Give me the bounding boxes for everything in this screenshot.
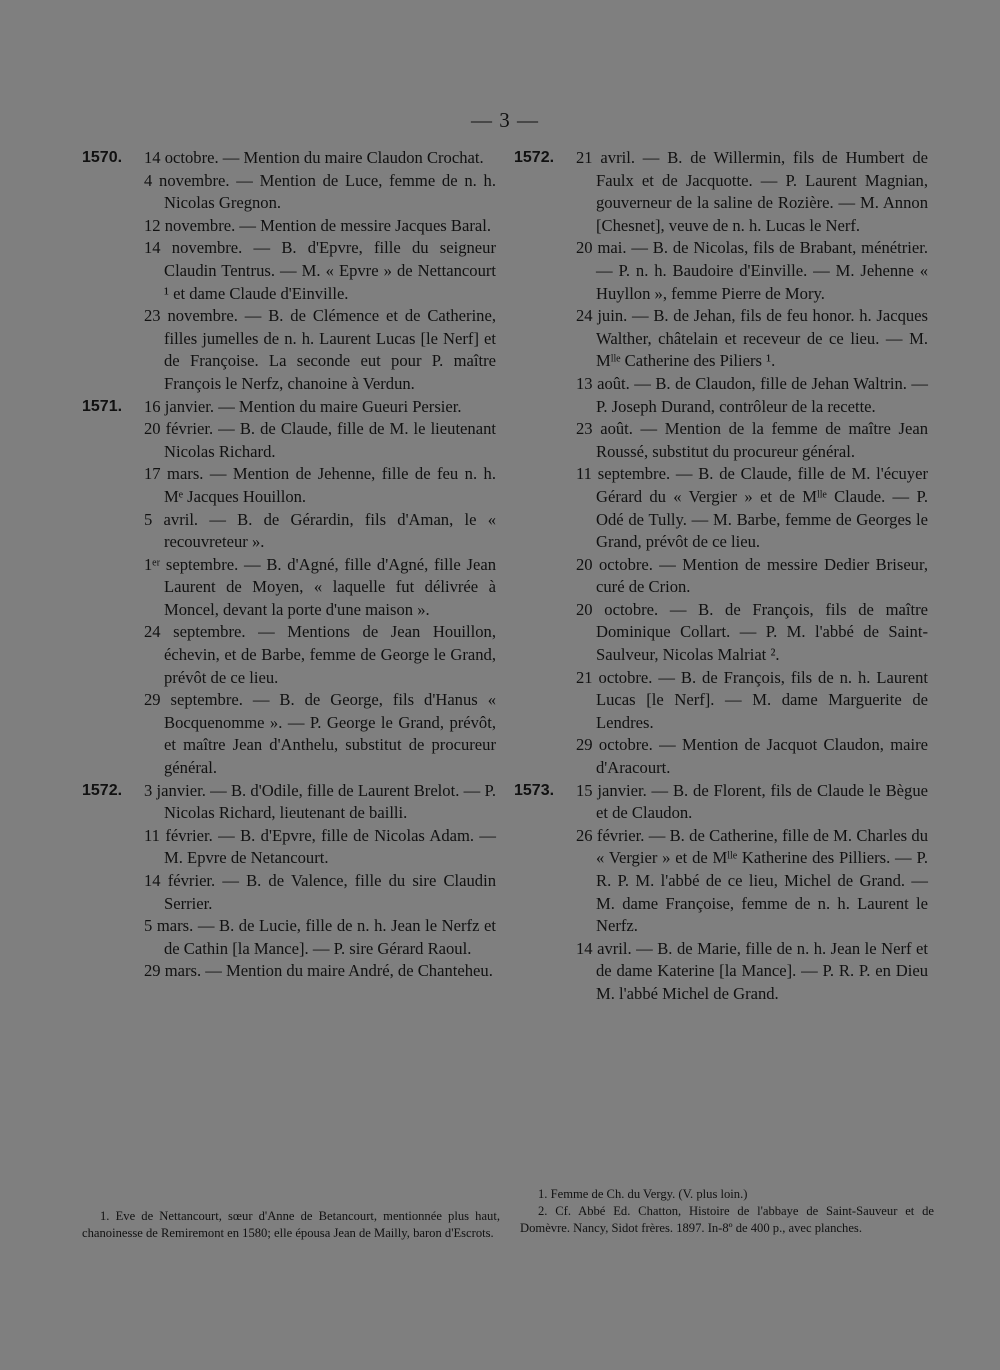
register-entry: 23 août. — Mention de la femme de maître Jean Roussé, substitut du procureur général. (576, 419, 928, 461)
footnote: 2. Cf. Abbé Ed. Chatton, Histoire de l'abbaye de Saint-Sauveur et de Domèvre. Nancy, Sidot frères. 1897. In-8º de 400 p., avec planches. (520, 1204, 934, 1235)
footnote: 1. Eve de Nettancourt, sœur d'Anne de Betancourt, mentionnée plus haut, chanoinesse de Remiremont en 1580; elle épousa Jean de Mailly, baron d'Escrots. (82, 1209, 500, 1240)
register-entry: 3 janvier. — B. d'Odile, fille de Laurent Brelot. — P. Nicolas Richard, lieutenant de bailli. (144, 780, 496, 823)
register-entry: 5 mars. — B. de Lucie, fille de n. h. Jean le Nerfz et de Cathin [la Mance]. — P. sire Gérard Raoul. (144, 916, 496, 958)
register-entry: 4 novembre. — Mention de Luce, femme de n. h. Nicolas Gregnon. (144, 170, 496, 213)
register-entry: 29 mars. — Mention du maire André, de Chanteheu. (144, 961, 493, 981)
register-entry: 11 septembre. — B. de Claude, fille de M. l'écuyer Gérard du « Vergier » et de Mˡˡᵉ Claude. — P. Odé de Tully. — M. Barbe, femme de Georges le Grand, prévôt de ce lieu. (576, 464, 928, 552)
year-label: 1570. (82, 149, 123, 166)
footnote: 1. Femme de Ch. du Vergy. (V. plus loin.) (538, 1187, 748, 1201)
register-entry: 1ᵉʳ septembre. — B. d'Agné, fille d'Agné, fille Jean Laurent de Moyen, « laquelle fut délivrée à Moncel, devant la porte d'une maison ». (144, 554, 496, 619)
register-entry: 14 avril. — B. de Marie, fille de n. h. Jean le Nerf et de dame Katerine [la Mance]. — P. R. P. en Dieu M. l'abbé Michel de Grand. (576, 938, 928, 1003)
register-entry: 20 octobre. — Mention de messire Dedier Briseur, curé de Crion. (576, 554, 928, 597)
register-entry: 14 novembre. — B. d'Epvre, fille du seigneur Claudin Tentrus. — M. « Epvre » de Nettancourt ¹ et dame Claude d'Einville. (144, 238, 496, 303)
register-entry: 14 février. — B. de Valence, fille du sire Claudin Serrier. (144, 871, 496, 913)
register-entry: 21 avril. — B. de Willermin, fils de Humbert de Faulx et de Jacquotte. — P. Laurent Magnian, gouverneur de la saline de Rozière. — M. Annon [Chesnet], veuve de n. h. Lucas le Nerf. (576, 148, 928, 235)
year-block (82, 147, 496, 396)
register-entry: 20 mai. — B. de Nicolas, fils de Brabant, ménétrier. — P. n. h. Baudoire d'Einville. — M. Jehenne « Huyllon », femme Pierre de Mory. (576, 238, 928, 303)
register-entry: 26 février. — B. de Catherine, fille de M. Charles du « Vergier » et de Mˡˡᵉ Katherine des Pilliers. — P. R. P. M. l'abbé de ce lieu, Michel de Grand. — M. dame Françoise, femme de n. h. Laurent le Nerfz. (576, 825, 928, 936)
register-entry: 23 novembre. — B. de Clémence et de Catherine, filles jumelles de n. h. Laurent Lucas [le Nerf] et de Françoise. La seconde eut pour P. maître François le Nerfz, chanoine à Verdun. (144, 306, 496, 393)
footnotes-right (520, 1186, 934, 1237)
footnotes-left (82, 1208, 500, 1242)
register-entry: 5 avril. — B. de Gérardin, fils d'Aman, le « recouvreteur ». (144, 509, 496, 552)
year-block (82, 780, 496, 983)
year-block (514, 780, 928, 1006)
register-entry: 15 janvier. — B. de Florent, fils de Claude le Bègue et de Claudon. (576, 780, 928, 823)
register-entry: 24 septembre. — Mentions de Jean Houillon, échevin, et de Barbe, femme de George le Grand, prévôt de ce lieu. (144, 622, 496, 687)
register-entry: 20 février. — B. de Claude, fille de M. le lieutenant Nicolas Richard. (144, 419, 496, 461)
register-entry: 14 octobre. — Mention du maire Claudon Crochat. (144, 148, 484, 167)
register-entry: 17 mars. — Mention de Jehenne, fille de feu n. h. Mᵉ Jacques Houillon. (144, 464, 496, 506)
register-entry: 24 juin. — B. de Jehan, fils de feu honor. h. Jacques Walther, châtelain et receveur de ce lieu. — M. Mˡˡᵉ Catherine des Piliers ¹. (576, 306, 928, 371)
register-entry: 12 novembre. — Mention de messire Jacques Baral. (144, 215, 491, 235)
right-column (514, 147, 928, 1006)
register-entry: 29 octobre. — Mention de Jacquot Claudon, maire d'Aracourt. (576, 735, 928, 778)
year-block (82, 396, 496, 780)
year-label: 1571. (82, 397, 123, 415)
register-entry: 29 septembre. — B. de George, fils d'Hanus « Bocquenomme ». — P. George le Grand, prévôt, et maître Jean d'Anthelu, substitut de procureur général. (144, 690, 496, 778)
year-label: 1572. (82, 781, 123, 799)
register-entry: 20 octobre. — B. de François, fils de maître Dominique Collart. — P. M. l'abbé de Saint-Saulveur, Nicolas Malriat ². (576, 599, 928, 665)
year-label: 1572. (514, 149, 555, 166)
page-number: — 3 — (471, 108, 539, 132)
year-block (514, 147, 928, 780)
register-entry: 21 octobre. — B. de François, fils de n. h. Laurent Lucas [le Nerf]. — M. dame Marguerite de Lendres. (576, 667, 928, 732)
register-entry: 13 août. — B. de Claudon, fille de Jehan Waltrin. — P. Joseph Durand, contrôleur de la recette. (576, 373, 928, 416)
left-column (82, 147, 496, 983)
register-entry: 16 janvier. — Mention du maire Gueuri Persier. (144, 396, 462, 416)
register-entry: 11 février. — B. d'Epvre, fille de Nicolas Adam. — M. Epvre de Netancourt. (144, 825, 496, 868)
year-label: 1573. (514, 781, 555, 799)
